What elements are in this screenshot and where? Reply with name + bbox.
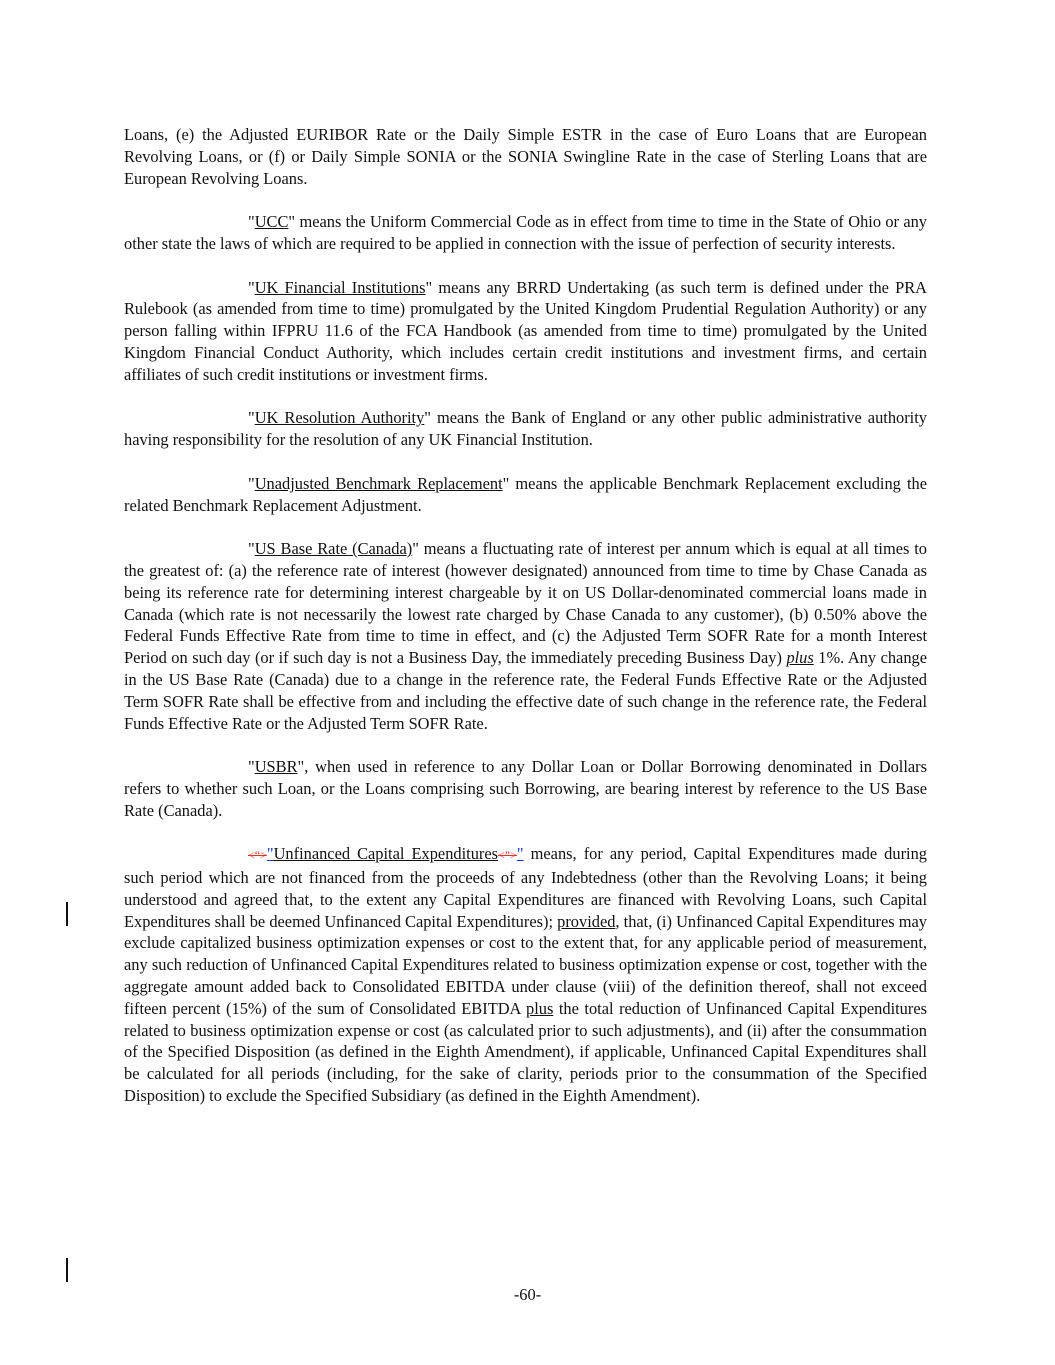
definition-text: means, for any period, Capital Expenditures made during such period which are not financed from the proceeds of any Indebtedness (other than the Revolving Loans; it being understood and agreed that, to the extent any Capital Expenditures are financed with Revolving Loans, such Capital Expenditures shall be deemed Unfinanced Capital Expenditures); xyxy=(124,844,927,931)
defined-term: Unfinanced Capital Expenditures xyxy=(273,844,498,864)
inserted-quote-open: " xyxy=(266,844,274,864)
defined-term: Unadjusted Benchmark Replacement xyxy=(254,473,503,493)
change-bar-top xyxy=(66,902,68,926)
definition-text-final: the total reduction of Unfinanced Capital Expenditures related to business optimization expense or cost (as calculated prior to such adjustments), and (ii) after the consummation of the Specified Disposition (as defined in the Eighth Amendment), if applicable, Unfinanced Capital Expenditures shall be calculated for all periods (including, for the sake of clarity, periods prior to the consummation of the Specified Disposition) to exclude the Specified Subsidiary (as defined in the Eighth Amendment). xyxy=(124,998,927,1106)
deleted-quote-open: <“> xyxy=(248,848,267,863)
inserted-quote-close: " xyxy=(516,844,524,864)
paragraph-continuation xyxy=(124,124,927,189)
paragraph-text: Loans, (e) the Adjusted EURIBOR Rate or the Daily Simple ESTR in the case of Euro Loans that are European Revolving Loans, or (f) or Daily Simple SONIA or the SONIA Swingline Rate in the case of Sterling Loans that are European Revolving Loans. xyxy=(124,125,927,188)
plus-term: plus xyxy=(786,648,814,668)
definition-usbr: "USBR", when used in reference to any Dollar Loan or Dollar Borrowing denominated in Dollars refers to whether such Loan, or the Loans comprising such Borrowing, are bearing interest by reference to the US Base Rate (Canada). xyxy=(124,757,927,820)
defined-term: UK Financial Institutions xyxy=(254,277,426,297)
definition-text-continued: 1%. Any change in the US Base Rate (Canada) due to a change in the reference rate, the Federal Funds Effective Rate or the Adjusted Term SOFR Rate shall be effective from and including the effective date of such change in the reference rate, the Federal Funds Effective Rate or the Adjusted Term SOFR Rate. xyxy=(124,648,927,733)
defined-term: USBR xyxy=(254,757,298,777)
definition-unfinanced-capital-expenditures xyxy=(124,843,927,1107)
definition-uk-financial-institutions: "UK Financial Institutions" means any BRRD Undertaking (as such term is defined under the PRA Rulebook (as amended from time to time) promulgated by the United Kingdom Prudential Regulation Authority) or any person falling within IFPRU 11.6 of the FCA Handbook (as amended from time to time) promulgated by the United Kingdom Financial Conduct Authority, which includes certain credit institutions and investment firms, and certain affiliates of such credit institutions or investment firms. xyxy=(124,277,927,384)
definition-uk-resolution-authority: "UK Resolution Authority" means the Bank of England or any other public administrative authority having responsibility for the resolution of any UK Financial Institution. xyxy=(124,408,927,450)
change-bar-bottom xyxy=(66,1258,68,1282)
definition-text-continued: , that, (i) Unfinanced Capital Expenditures may exclude capitalized business optimization expenses or cost to the extent that, for any applicable period of measurement, any such reduction of Unfinanced Capital Expenditures related to business optimization expense or cost, together with the aggregate amount added back to Consolidated EBITDA under clause (viii) of the definition thereof, shall not exceed fifteen percent (15%) of the sum of Consolidated EBITDA xyxy=(124,911,928,1018)
plus-term: plus xyxy=(526,998,554,1018)
defined-term: US Base Rate (Canada) xyxy=(254,539,413,559)
definition-us-base-rate-canada: "US Base Rate (Canada)" means a fluctuating rate of interest per annum which is equal at all times to the greatest of: (a) the reference rate of interest (however designated) announced from time to time by Chase Canada as being its reference rate for determining interest chargeable by it on US Dollar-denominated commercial loans made in Canada (which rate is not necessarily the lowest rate charged by Chase Canada to any customer), (b) 0.50% above the Federal Funds Effective Rate from time to time in effect, and (c) the Adjusted Term SOFR Rate for a month Interest Period on such day (or if such day is not a Business Day, the immediately preceding Business Day) plus 1%. Any change in the US Base Rate (Canada) due to a change in the reference rate, the Federal Funds Effective Rate or the Adjusted Term SOFR Rate shall be effective from and including the effective date of such change in the reference rate, the Federal Funds Effective Rate or the Adjusted Term SOFR Rate. xyxy=(124,539,927,733)
definition-text: means a fluctuating rate of interest per annum which is equal at all times to the greatest of: (a) the reference rate of interest (however designated) announced from time to time by Chase Canada as being its reference rate for determining interest chargeable by it on US Dollar-denominated commercial loans made in Canada (which rate is not necessarily the lowest rate charged by Chase Canada to any customer), (b) 0.50% above the Federal Funds Effective Rate from time to time in effect, and (c) the Adjusted Term SOFR Rate for a month Interest Period on such day (or if such day is not a Business Day, the immediately preceding Business Day) xyxy=(124,539,927,668)
definition-text: means the applicable Benchmark Replacement excluding the related Benchmark Replacement Adjustment. xyxy=(124,473,927,515)
provided-term: provided xyxy=(557,911,616,931)
definition-text: means any BRRD Undertaking (as such term is defined under the PRA Rulebook (as amended from time to time) promulgated by the United Kingdom Prudential Regulation Authority) or any person falling within IFPRU 11.6 of the FCA Handbook (as amended from time to time) promulgated by the United Kingdom Financial Conduct Authority, which includes certain credit institutions and investment firms, and certain affiliates of such credit institutions or investment firms. xyxy=(124,277,927,384)
defined-term: UK Resolution Authority xyxy=(254,408,425,428)
definition-unadjusted-benchmark-replacement: "Unadjusted Benchmark Replacement" means the applicable Benchmark Replacement excluding the related Benchmark Replacement Adjustment. xyxy=(124,473,927,515)
document-page xyxy=(124,124,927,1107)
definition-text: means the Bank of England or any other public administrative authority having responsibility for the resolution of any UK Financial Institution. xyxy=(124,408,927,450)
deleted-quote-close: <”> xyxy=(498,848,517,863)
defined-term: UCC xyxy=(254,212,289,232)
definition-text: means the Uniform Commercial Code as in effect from time to time in the State of Ohio or any other state the laws of which are required to be applied in connection with the issue of perfection of security interests. xyxy=(124,212,927,253)
page-number: -60- xyxy=(513,1285,542,1304)
definition-ucc: "UCC" means the Uniform Commercial Code as in effect from time to time in the State of Ohio or any other state the laws of which are required to be applied in connection with the issue of perfection of security interests. xyxy=(124,212,927,253)
definition-text: , when used in reference to any Dollar Loan or Dollar Borrowing denominated in Dollars refers to whether such Loan, or the Loans comprising such Borrowing, are bearing interest by reference to the US Base Rate (Canada). xyxy=(124,757,927,820)
